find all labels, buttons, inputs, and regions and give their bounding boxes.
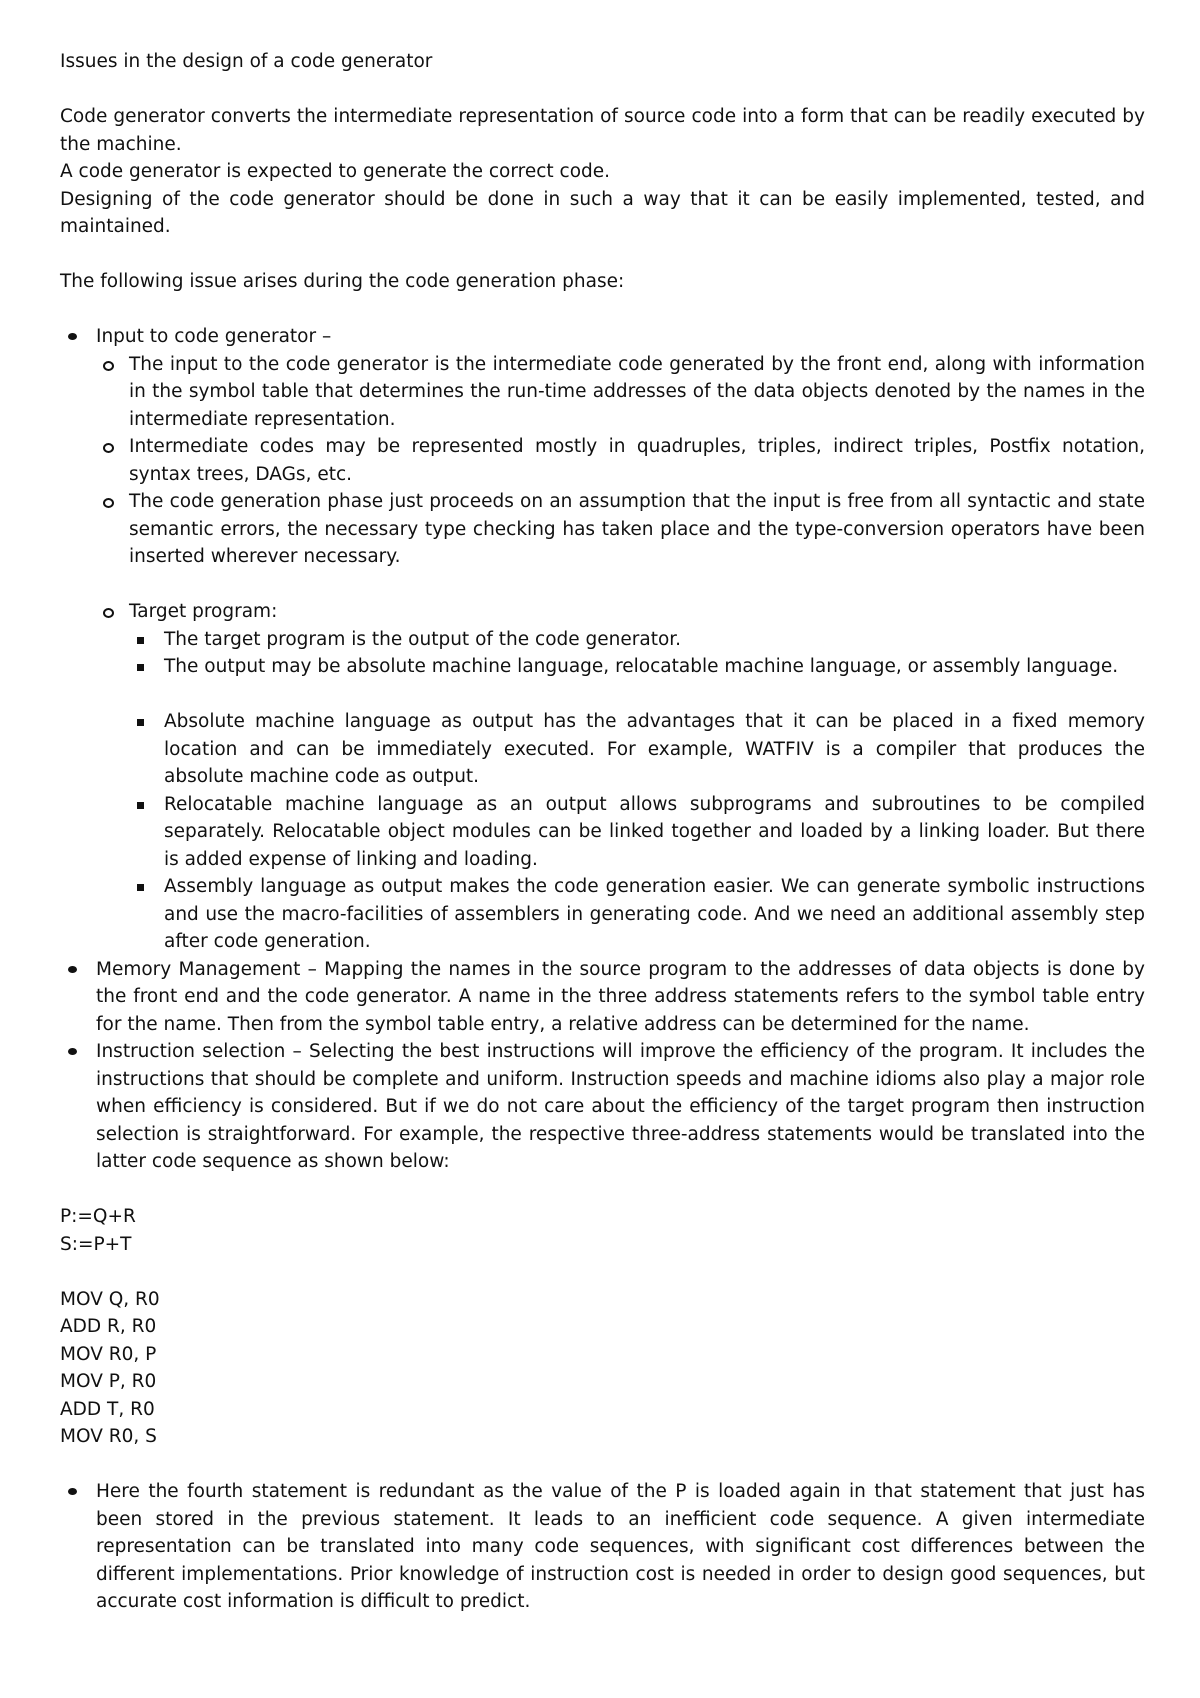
- bullet-square-icon: [137, 802, 144, 809]
- issues-list: [60, 323, 1145, 1176]
- code-line: ADD T, R0: [60, 1398, 155, 1420]
- bullet-square-icon: [137, 664, 144, 671]
- target-heading: Target program:: [129, 601, 278, 622]
- issue-instruction-selection: Instruction selection – Selecting the best instructions will improve the efficiency of the program. It includes the instructions that should be complete and uniform. Instruction speeds and machine idioms also play a major role when efficiency is considered. But if we do not care about the efficiency of the target program then instruction selection is straightforward. For example, the respective three-address statements would be translated into the latter code sequence as shown below:: [60, 1038, 1145, 1176]
- intro-paragraph-1: Code generator converts the intermediate representation of source code into a form that can be readily executed by the machine.: [60, 106, 1145, 155]
- issue-input-to-code-generator: [60, 323, 1145, 956]
- code-line: MOV R0, S: [60, 1426, 157, 1447]
- target-points-list: [129, 626, 1145, 956]
- code-line: MOV Q, R0: [60, 1288, 160, 1310]
- list-item: The input to the code generator is the intermediate code generated by the front end, along with information in the symbol table that determines the run-time addresses of the data objects denoted by the names in the intermediate representation.: [96, 351, 1145, 434]
- document-page: [60, 48, 1145, 1616]
- intro-paragraph-3: Designing of the code generator should be done in such a way that it can be easily implemented, tested, and maintained.: [60, 188, 1145, 237]
- list-item: The output may be absolute machine language, relocatable machine language, or assembly language.: [129, 653, 1145, 681]
- intro-paragraph-2: A code generator is expected to generate the correct code.: [60, 161, 611, 182]
- closing-item: Here the fourth statement is redundant as the value of the P is loaded again in that statement that just has been stored in the previous statement. It leads to an inefficient code sequence. A given intermediate representation can be translated into many code sequences, with significant cost differences between the different implementations. Prior knowledge of instruction cost is needed in order to design good sequences, but accurate cost information is difficult to predict.: [60, 1478, 1145, 1616]
- bullet-square-icon: [137, 719, 144, 726]
- closing-list: [60, 1478, 1145, 1616]
- issue-heading: Input to code generator –: [96, 326, 332, 347]
- list-item: Absolute machine language as output has the advantages that it can be placed in a fixed memory location and can be immediately executed. For example, WATFIV is a compiler that produces the absolute machine code as output.: [129, 708, 1145, 791]
- code-line: MOV R0, P: [60, 1343, 157, 1365]
- bullet-circle-icon: [103, 361, 114, 371]
- list-item: Assembly language as output makes the code generation easier. We can generate symbolic instructions and use the macro-facilities of assemblers in generating code. And we need an additional assembly step after code generation.: [129, 873, 1145, 956]
- bullet-disc-icon: [68, 966, 77, 973]
- lead-paragraph: The following issue arises during the code generation phase:: [60, 271, 625, 292]
- code-line: MOV P, R0: [60, 1371, 157, 1392]
- list-item: Relocatable machine language as an output allows subprograms and subroutines to be compiled separately. Relocatable object modules can be linked together and loaded by a linking loader. But there is added expense of linking and loading.: [129, 791, 1145, 874]
- three-address-code: [60, 1203, 1145, 1258]
- bullet-disc-icon: [68, 1488, 77, 1495]
- code-line: ADD R, R0: [60, 1316, 157, 1337]
- bullet-square-icon: [137, 637, 144, 644]
- input-points-list: [96, 351, 1145, 956]
- code-line: S:=P+T: [60, 1233, 132, 1255]
- list-item: The target program is the output of the code generator.: [129, 626, 1145, 654]
- bullet-circle-icon: [103, 443, 114, 453]
- assembly-code: [60, 1286, 1145, 1451]
- issue-memory-management: Memory Management – Mapping the names in the source program to the addresses of data objects is done by the front end and the code generator. A name in the three address statements refers to the symbol table entry for the name. Then from the symbol table entry, a relative address can be determined for the name.: [60, 956, 1145, 1039]
- bullet-circle-icon: [103, 608, 114, 618]
- bullet-disc-icon: [68, 333, 77, 340]
- list-item-target-program: [96, 598, 1145, 956]
- list-item: The code generation phase just proceeds on an assumption that the input is free from all syntactic and state semantic errors, the necessary type checking has taken place and the type-conversion operators have been inserted wherever necessary.: [96, 488, 1145, 571]
- bullet-disc-icon: [68, 1048, 77, 1055]
- bullet-circle-icon: [103, 498, 114, 508]
- list-item: Intermediate codes may be represented mostly in quadruples, triples, indirect triples, Postfix notation, syntax trees, DAGs, etc.: [96, 433, 1145, 488]
- bullet-square-icon: [137, 884, 144, 891]
- document-title: Issues in the design of a code generator: [60, 51, 433, 72]
- code-line: P:=Q+R: [60, 1206, 136, 1227]
